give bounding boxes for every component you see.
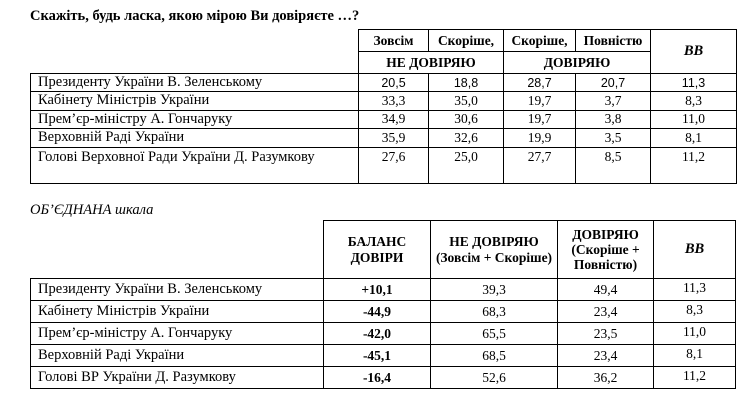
col-header-trust — [558, 221, 654, 279]
trust-scale-table-body — [31, 74, 737, 184]
col-header-not-trust-sub: (Зовсім + Скоріше) — [435, 249, 553, 265]
not-trust-value: 68,5 — [431, 345, 558, 367]
not-trust-value: 39,3 — [431, 279, 558, 301]
row-label: Голові ВР України Д. Разумкову — [31, 367, 324, 389]
cell-value: 30,6 — [429, 110, 504, 128]
table-row — [31, 110, 737, 128]
table-row — [31, 74, 737, 92]
table-row — [31, 301, 736, 323]
balance-value: -16,4 — [324, 367, 431, 389]
combined-scale-label: ОБ’ЄДНАНА шкала — [30, 202, 154, 218]
col-header-balance: БАЛАНС ДОВІРИ — [324, 221, 431, 279]
trust-scale-table-header — [31, 30, 737, 74]
not-trust-value: 68,3 — [431, 301, 558, 323]
balance-value: -45,1 — [324, 345, 431, 367]
cell-value: 11,3 — [651, 74, 737, 92]
header-row-scale — [31, 30, 737, 52]
trust-value: 23,4 — [558, 301, 654, 323]
not-trust-value: 52,6 — [431, 367, 558, 389]
cell-value: 3,8 — [576, 110, 651, 128]
row-label: Кабінету Міністрів України — [31, 301, 324, 323]
trust-value: 23,4 — [558, 345, 654, 367]
header-row — [31, 221, 736, 279]
trust-value: 49,4 — [558, 279, 654, 301]
trust-scale-table — [30, 29, 737, 184]
cell-value: 8,3 — [651, 92, 737, 110]
cell-value: 18,8 — [429, 74, 504, 92]
cell-value: 25,0 — [429, 147, 504, 183]
table-row — [31, 129, 737, 147]
row-label: Прем’єр-міністру А. Гончаруку — [31, 323, 324, 345]
group-header-ne-doviryayu: НЕ ДОВІРЯЮ — [359, 52, 504, 74]
table-row — [31, 367, 736, 389]
cell-value: 11,0 — [651, 110, 737, 128]
cell-value: 19,7 — [504, 92, 576, 110]
trust-value: 36,2 — [558, 367, 654, 389]
cell-value: 19,9 — [504, 129, 576, 147]
vv-value: 8,3 — [654, 301, 736, 323]
cell-value: 8,5 — [576, 147, 651, 183]
cell-value: 27,7 — [504, 147, 576, 183]
col-header-vv: ВВ — [651, 30, 737, 74]
col-header-zovsim: Зовсім — [359, 30, 429, 52]
table-row — [31, 323, 736, 345]
col-header-vv: ВВ — [654, 221, 736, 279]
col-header-povnistyu: Повністю — [576, 30, 651, 52]
cell-value: 8,1 — [651, 129, 737, 147]
cell-value: 20,5 — [359, 74, 429, 92]
cell-value: 20,7 — [576, 74, 651, 92]
cell-value: 35,0 — [429, 92, 504, 110]
balance-value: +10,1 — [324, 279, 431, 301]
row-label: Голові Верховної Ради України Д. Разумкову — [31, 147, 359, 183]
balance-value: -42,0 — [324, 323, 431, 345]
row-label: Верховній Раді України — [31, 345, 324, 367]
row-label: Верховній Раді України — [31, 129, 359, 147]
table-row — [31, 147, 737, 183]
combined-scale-table-header — [31, 221, 736, 279]
cell-value: 28,7 — [504, 74, 576, 92]
row-label: Президенту України В. Зеленському — [31, 74, 359, 92]
table-row — [31, 345, 736, 367]
cell-value: 34,9 — [359, 110, 429, 128]
cell-value: 11,2 — [651, 147, 737, 183]
cell-value: 3,5 — [576, 129, 651, 147]
col-header-skorishe-do: Скоріше, — [504, 30, 576, 52]
question-title: Скажіть, будь ласка, якою мірою Ви довіряєте …? — [30, 8, 360, 24]
table-row — [31, 279, 736, 301]
col-header-not-trust-main: НЕ ДОВІРЯЮ — [449, 234, 539, 250]
cell-value: 35,9 — [359, 129, 429, 147]
header-spacer — [31, 30, 359, 74]
trust-value: 23,5 — [558, 323, 654, 345]
cell-value: 33,3 — [359, 92, 429, 110]
col-header-trust-sub: (Скоріше + Повністю) — [571, 241, 640, 273]
col-header-trust-main: ДОВІРЯЮ — [572, 226, 639, 242]
group-header-doviryayu: ДОВІРЯЮ — [504, 52, 651, 74]
vv-value: 11,2 — [654, 367, 736, 389]
combined-scale-table — [30, 220, 736, 389]
col-header-not-trust — [431, 221, 558, 279]
vv-value: 8,1 — [654, 345, 736, 367]
row-label: Кабінету Міністрів України — [31, 92, 359, 110]
row-label: Президенту України В. Зеленському — [31, 279, 324, 301]
vv-value: 11,3 — [654, 279, 736, 301]
table-row — [31, 92, 737, 110]
cell-value: 32,6 — [429, 129, 504, 147]
cell-value: 3,7 — [576, 92, 651, 110]
cell-value: 19,7 — [504, 110, 576, 128]
cell-value: 27,6 — [359, 147, 429, 183]
row-label: Прем’єр-міністру А. Гончаруку — [31, 110, 359, 128]
not-trust-value: 65,5 — [431, 323, 558, 345]
col-header-skorishe-ne: Скоріше, — [429, 30, 504, 52]
vv-value: 11,0 — [654, 323, 736, 345]
header-spacer — [31, 221, 324, 279]
balance-value: -44,9 — [324, 301, 431, 323]
combined-scale-table-body — [31, 279, 736, 389]
